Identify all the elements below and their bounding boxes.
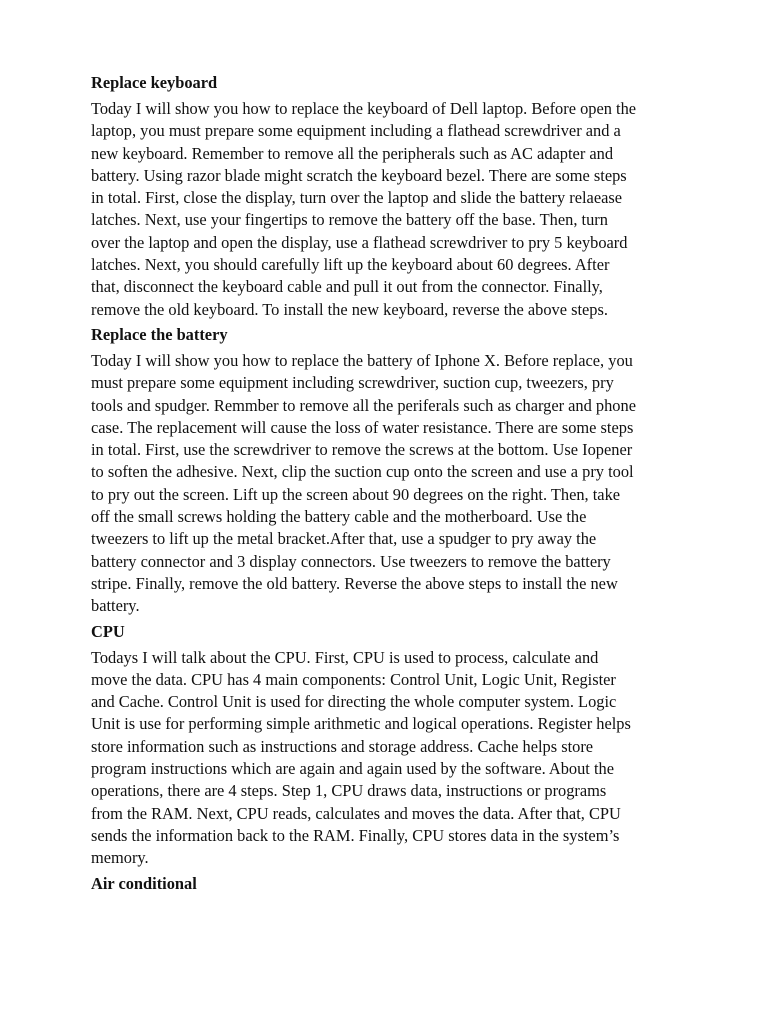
- text-line: Today I will show you how to replace the keyboard of Dell laptop. Before open the: [91, 99, 637, 118]
- heading-cpu: CPU: [91, 621, 125, 641]
- paragraph-replace-battery: [91, 350, 681, 618]
- text-line: must prepare some equipment including screwdriver, suction cup, tweezers, pry: [91, 373, 614, 393]
- text-line: in total. First, close the display, turn over the laptop and slide the battery relaease: [91, 188, 623, 208]
- text-line: remove the old keyboard. To install the new keyboard, reverse the above steps.: [91, 299, 608, 319]
- text-line: over the laptop and open the display, use a flathead screwdriver to pry 5 keyboard: [91, 232, 628, 252]
- text-line: to pry out the screen. Lift up the screen about 90 degrees on the right. Then, take: [91, 484, 621, 504]
- text-line: store information such as instructions and storage address. Cache helps store: [91, 736, 594, 756]
- text-line: in total. First, use the screwdriver to remove the screws at the bottom. Use Iopener: [91, 440, 633, 460]
- text-line: Unit is use for performing simple arithmetic and logical operations. Register helps: [91, 714, 631, 734]
- text-line: off the small screws holding the battery cable and the motherboard. Use the: [91, 507, 587, 527]
- paragraph-replace-keyboard: [91, 98, 681, 321]
- document-page: [91, 72, 681, 899]
- text-line: battery connector and 3 display connectors. Use tweezers to remove the battery: [91, 551, 611, 571]
- heading-replace-battery: Replace the battery: [91, 324, 228, 344]
- text-line: to soften the adhesive. Next, clip the suction cup onto the screen and use a pry tool: [91, 462, 634, 482]
- text-line: latches. Next, you should carefully lift up the keyboard about 60 degrees. After: [91, 255, 610, 275]
- text-line: laptop, you must prepare some equipment including a flathead screwdriver and a: [91, 121, 621, 141]
- text-line: and Cache. Control Unit is used for directing the whole computer system. Logic: [91, 692, 617, 712]
- text-line: tweezers to lift up the metal bracket.After that, use a spudger to pry away the: [91, 529, 597, 549]
- text-line: latches. Next, use your fingertips to remove the battery off the base. Then, turn: [91, 210, 608, 230]
- text-line: that, disconnect the keyboard cable and pull it out from the connector. Finally,: [91, 277, 603, 297]
- text-line: program instructions which are again and again used by the software. About the: [91, 759, 614, 779]
- text-line: memory.: [91, 848, 149, 868]
- text-line: case. The replacement will cause the loss of water resistance. There are some steps: [91, 417, 634, 437]
- heading-replace-keyboard: Replace keyboard: [91, 73, 218, 92]
- text-line: tools and spudger. Remmber to remove all the periferals such as charger and phone: [91, 395, 636, 415]
- text-line: operations, there are 4 steps. Step 1, CPU draws data, instructions or programs: [91, 781, 607, 801]
- text-line: sends the information back to the RAM. Finally, CPU stores data in the system’s: [91, 825, 620, 845]
- heading-air-conditional: Air conditional: [91, 873, 197, 893]
- text-line: battery.: [91, 596, 140, 616]
- text-line: from the RAM. Next, CPU reads, calculates and moves the data. After that, CPU: [91, 803, 621, 823]
- text-line: stripe. Finally, remove the old battery. Reverse the above steps to install the new: [91, 573, 618, 593]
- text-line: Todays I will talk about the CPU. First, CPU is used to process, calculate and: [91, 647, 599, 667]
- paragraph-cpu: [91, 647, 681, 870]
- text-line: move the data. CPU has 4 main components: Control Unit, Logic Unit, Register: [91, 669, 616, 689]
- text-line: battery. Using razor blade might scratch the keyboard bezel. There are some steps: [91, 165, 627, 185]
- text-line: new keyboard. Remember to remove all the peripherals such as AC adapter and: [91, 143, 614, 163]
- text-line: Today I will show you how to replace the battery of Iphone X. Before replace, you: [91, 350, 633, 370]
